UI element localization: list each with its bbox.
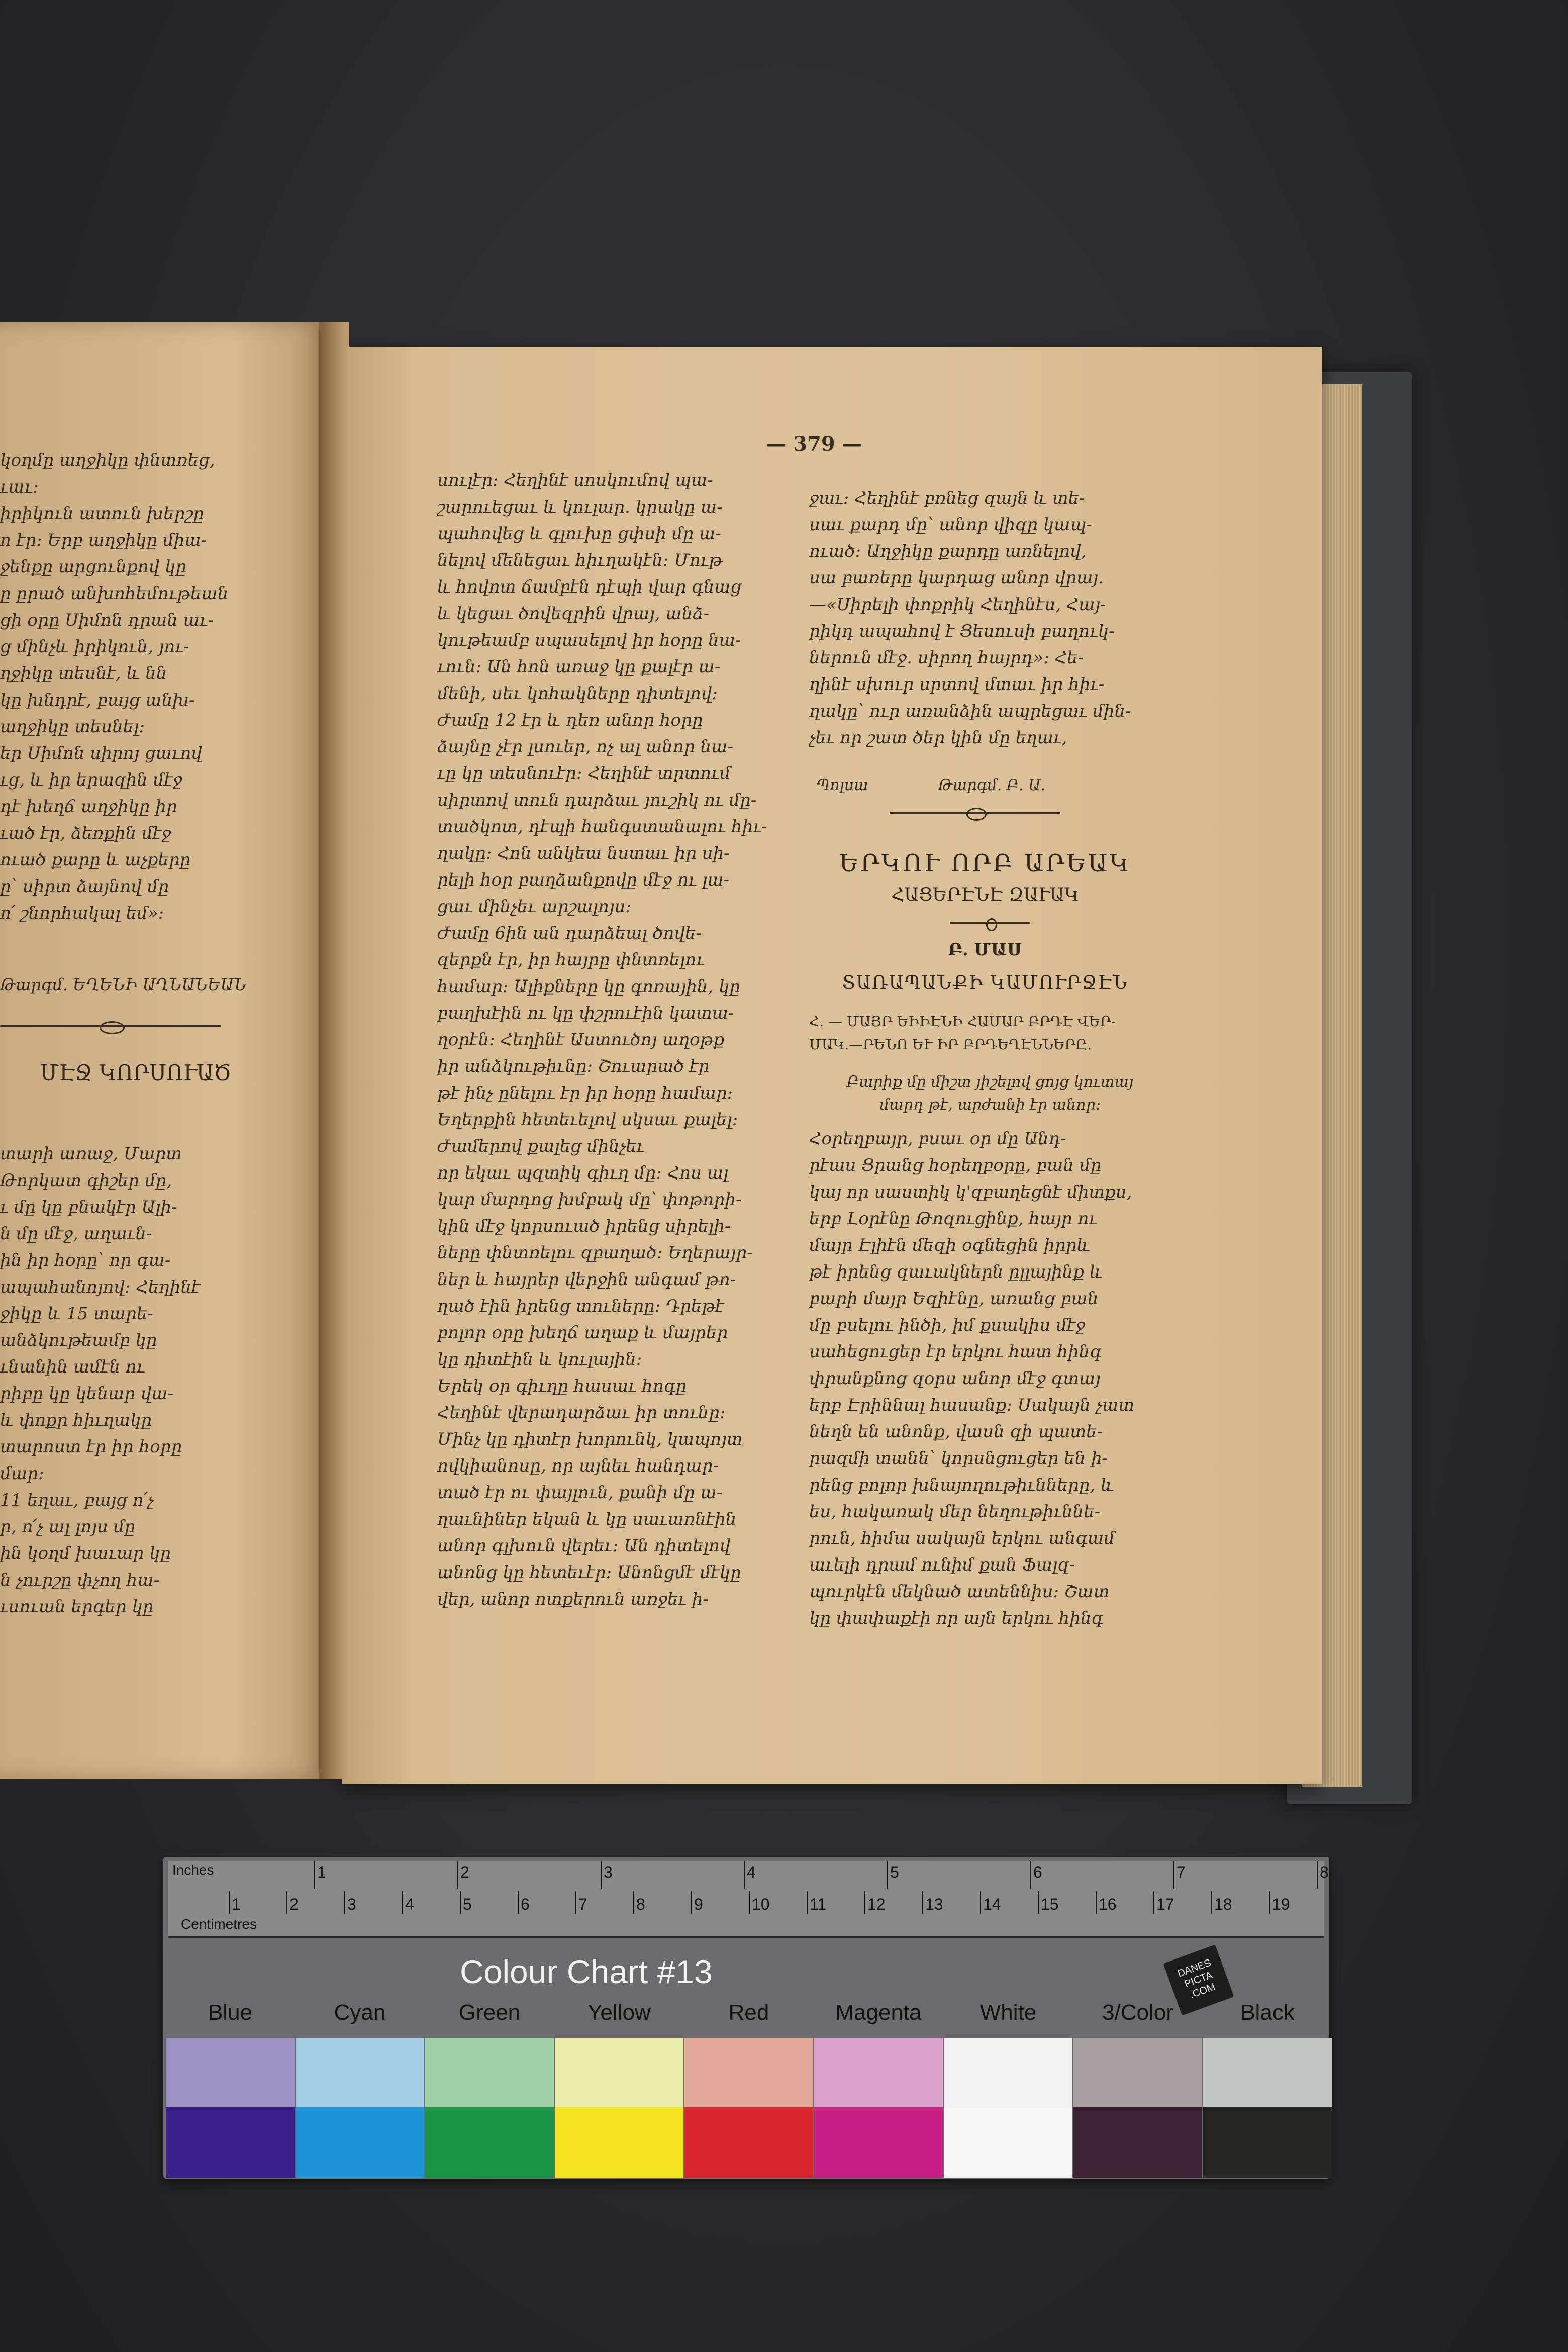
text-line: նելով մենեցաւ հիւղակէն։ Մութ — [437, 550, 723, 570]
text-line: սահեցուցեր էր երկու հատ հինգ — [809, 1342, 1102, 1362]
swatch-label: Red — [728, 2000, 769, 2025]
text-line: անոնց կը հետեւէր։ Անոնցմէ մէկը — [437, 1562, 741, 1583]
cm-tick — [749, 1891, 750, 1914]
cm-tick — [1038, 1891, 1039, 1914]
chapter-subtitle-line: ՄԱԿ.—ՐԵՆՈ ԵՒ ԻՐ ԲՐԴԵՂԷՆՆԵՐԸ. — [809, 1036, 1092, 1053]
text-line: ին իր հօրը՝ որ գա- — [0, 1250, 171, 1270]
swatch-dark — [555, 2107, 683, 2178]
swatch-dark — [814, 2107, 943, 2178]
chapter-heading: ՏԱՌԱՊԱՆՔԻ ԿԱՄՈՒՐՋԷՆ — [842, 972, 1128, 993]
text-line: Մինչ կը դիտէր խորունկ, կապոյտ — [437, 1429, 743, 1449]
text-line: չեւ որ շատ ծեր կին մը եղաւ, — [809, 728, 1067, 748]
text-line: ւ մը կը բնակէր Ալի- — [0, 1197, 177, 1217]
text-line: ն չուրշը փչող հա- — [0, 1570, 160, 1590]
inch-label: 5 — [890, 1863, 899, 1881]
text-line: ւաւ։ — [0, 477, 39, 497]
cm-tick — [807, 1891, 808, 1914]
text-line: ո էր։ Երբ աղջիկը միա- — [0, 530, 207, 550]
left-text-block-1 — [0, 447, 322, 927]
text-line: ւած էր, ձեռքին մէջ — [0, 823, 171, 843]
text-line: Ժամը 12 էր և դեռ անոր հօրը — [437, 710, 703, 730]
text-line: ց մինչև իրիկուն, յու- — [0, 637, 189, 657]
text-line: զերքն էր, իր հայրը փնտռելու — [437, 950, 705, 970]
cm-tick — [1211, 1891, 1212, 1914]
text-line: ւը կը տեսնուէր։ Հեղինէ տրտում — [437, 763, 731, 783]
text-line: ցաւ մինչեւ արշալոյս։ — [437, 897, 631, 917]
text-line: մար։ — [0, 1463, 44, 1484]
swatch-dark — [944, 2107, 1072, 2178]
danes-picta-logo: DANES PICTA .COM — [1163, 1945, 1234, 2016]
text-line: և կեցաւ ծովեզրին վրայ, անձ- — [437, 604, 710, 624]
cm-tick — [229, 1891, 230, 1914]
epigraph-line: մարդ թէ, արժանի էր անոր։ — [879, 1096, 1101, 1114]
middle-column — [437, 467, 804, 1613]
text-line: Ժամերով քալեց մինչեւ — [437, 1136, 645, 1156]
right-ornament — [890, 812, 1060, 814]
text-line: ւց, և իր երազին մէջ — [0, 770, 183, 790]
text-line: ո՛ շնորհակալ եմ»։ — [0, 903, 164, 923]
cm-tick — [286, 1891, 287, 1914]
text-line: Երեկ օր գիւղը հասաւ հոգը — [437, 1376, 687, 1396]
swatch-label: Yellow — [587, 2000, 651, 2025]
cm-label: 12 — [867, 1895, 886, 1913]
text-line: Եղերքին հետեւելով սկսաւ քալել։ — [437, 1110, 738, 1130]
text-line: և հովոտ ճամբէն դէպի վար գնաց — [437, 577, 742, 597]
cm-label: 11 — [810, 1895, 827, 1913]
inch-label: 1 — [317, 1863, 326, 1881]
text-line: տարոստ էր իր հօրը — [0, 1437, 182, 1457]
cm-label: 3 — [347, 1895, 356, 1913]
text-line: ւնանին ամէն ու — [0, 1357, 145, 1377]
text-line: կը խնդրէ, բայց անխ- — [0, 690, 195, 710]
swatch-dark — [166, 2107, 295, 2178]
text-line: կը դիտէին և կուլային։ — [437, 1349, 642, 1369]
text-line: րելի հօր բաղձանքովը մէջ ու լա- — [437, 870, 730, 890]
cm-label: 5 — [463, 1895, 472, 1913]
text-line: ւսուան երգեր կը — [0, 1597, 154, 1617]
text-line: կը փափաքէի որ այն երկու հինգ — [809, 1608, 1104, 1628]
text-line: բաղխէին ու կը փշրուէին կատա- — [437, 1003, 734, 1023]
text-line: կին մէջ կորսուած իրենց սիրելի- — [437, 1216, 731, 1236]
swatch-label: Green — [458, 2000, 521, 2025]
cm-label: 14 — [983, 1895, 1001, 1913]
swatch-dark — [425, 2107, 554, 2178]
text-line: տածկոտ, դէպի հանգստանալու հիւ- — [437, 817, 767, 837]
cm-label: 6 — [521, 1895, 530, 1913]
story-title: ԵՐԿՈՒ ՈՐԲ ԱՐԵԱԿ — [839, 849, 1131, 877]
middle-text-block — [437, 467, 804, 1613]
book-gutter — [319, 322, 349, 1779]
text-line: պահովեց և գլուխը ցփսի մը ա- — [437, 524, 721, 544]
cm-tick — [1096, 1891, 1097, 1914]
cm-label: 1 — [232, 1895, 241, 1913]
swatch-label: 3/Color — [1102, 2000, 1173, 2025]
swatch-label: Cyan — [334, 2000, 386, 2025]
cm-tick — [633, 1891, 634, 1914]
text-line: կութեամբ սպասելով իր հօրը նա- — [437, 630, 741, 650]
cm-label: 9 — [694, 1895, 703, 1913]
text-line: կայ որ սաստիկ կ'զբաղեցնէ միտքս, — [809, 1182, 1132, 1202]
cm-label: 17 — [1156, 1895, 1174, 1913]
inch-label: 2 — [460, 1863, 469, 1881]
text-line: նեղն են անոնք, վասն զի պատե- — [809, 1422, 1103, 1442]
cm-label: 7 — [578, 1895, 587, 1913]
text-line: երբ Էրիննալ հասանք։ Սակայն չատ — [809, 1395, 1134, 1415]
text-line: ջենքը արցունքով կը — [0, 557, 187, 577]
inch-label: 4 — [747, 1863, 756, 1881]
epigraph — [834, 1070, 1146, 1117]
text-line: ղջիկը տեսնէ, և նն — [0, 663, 167, 683]
text-line: րենց բոլոր խնայողութիւնները, և — [809, 1475, 1114, 1495]
text-line: ղինէ սխուր սրտով մտաւ իր հիւ- — [809, 674, 1105, 695]
text-line: րէաս Ցրանց հօրեղբօրը, բան մը — [809, 1155, 1102, 1175]
left-section-heading: ՄԷՋ ԿՈՐՍՈՒԱԾ — [40, 1060, 232, 1085]
text-line: թէ իրենց զաւակներն ըլլայինք և — [809, 1262, 1103, 1282]
text-line: ուած։ Աղջիկը քարդը առնելով, — [809, 541, 1087, 561]
swatch-dark — [1073, 2107, 1202, 2178]
cm-tick — [922, 1891, 923, 1914]
text-line: ովկիանոսը, որ այնեւ հանդար- — [437, 1456, 719, 1476]
inch-tick — [457, 1861, 458, 1889]
text-line: ղած էին իրենց տուները։ Դրեթէ — [437, 1296, 724, 1316]
inch-tick — [887, 1861, 888, 1889]
cm-label: 19 — [1272, 1895, 1290, 1913]
text-line: տարի առաջ, Մարտ — [0, 1144, 182, 1164]
colour-chart — [163, 1857, 1329, 2179]
text-line: կօղմը աղջիկը փնտռեց, — [0, 450, 215, 470]
text-line: ն մը մէջ, աղաւն- — [0, 1224, 152, 1244]
text-line: րուն, հիմա սակայն երկու անգամ — [809, 1528, 1115, 1548]
text-line: մենի, սեւ կոհակները դիտելով։ — [437, 683, 718, 704]
inch-tick — [601, 1861, 602, 1889]
inch-label: 8 — [1320, 1863, 1329, 1881]
text-line: համար։ Ալիքները կը գոռային, կը — [437, 976, 741, 997]
left-column-2 — [0, 1141, 261, 1620]
inch-tick — [1030, 1861, 1031, 1889]
text-line: ր, ո՛չ ալ լոյս մը — [0, 1517, 136, 1537]
right-text-block-1 — [809, 485, 1161, 751]
title-ornament — [950, 922, 1030, 924]
cm-label: 16 — [1099, 1895, 1117, 1913]
text-line: իր անձկութիւնը։ Շուարած էր — [437, 1056, 710, 1076]
cm-label: 13 — [925, 1895, 943, 1913]
swatch-label: Blue — [208, 2000, 253, 2025]
text-line: րիկդ ապահով է Ցեսուսի բաղուկ- — [809, 621, 1115, 641]
text-line: բարի մայր Եզիէնը, առանց բան — [809, 1289, 1099, 1309]
text-line: ուած քարը և աչքերը — [0, 850, 191, 870]
text-line: սուլէր։ Հեղինէ սոսկումով պա- — [437, 470, 713, 491]
signature-name: Թարգմ. Բ. Ա. — [938, 776, 1046, 794]
swatch-label: Black — [1240, 2000, 1295, 2025]
text-line: անձկութեամբ կը — [0, 1330, 157, 1350]
cm-tick — [518, 1891, 519, 1914]
page-number: — 379 — — [766, 432, 862, 456]
cm-tick — [402, 1891, 403, 1914]
left-signature: Թարգմ. ԵՂԵՆԻ ԱՂՆԱՆԵԱՆ — [0, 975, 247, 994]
right-column — [809, 485, 1161, 751]
text-line: եր Սիմոն սիրոյ ցաւով — [0, 743, 202, 763]
story-subtitle: ՀԱՑԵՐԷՆԷ ԶԱՒԱԿ — [891, 885, 1079, 905]
text-line: տած էր ու փայլուն, քանի մը ա- — [437, 1483, 723, 1503]
text-line: Ժամը 6ին ան դարձեալ ծովե- — [437, 923, 702, 943]
text-line: ին կօղմ խաւար կը — [0, 1543, 171, 1563]
cm-label: 10 — [752, 1895, 770, 1913]
text-line: Հեղինէ վերադարձաւ իր տունը։ — [437, 1403, 726, 1423]
cm-tick — [460, 1891, 461, 1914]
cm-tick — [1153, 1891, 1154, 1914]
text-line: ներ և հայրեր վերջին անգամ թո- — [437, 1269, 736, 1290]
text-line: որ եկաւ պզտիկ գիւղ մը։ Հոս ալ — [437, 1163, 729, 1183]
text-line: դէ խեղճ աղջիկը իր — [0, 797, 177, 817]
cm-label: 18 — [1214, 1895, 1232, 1913]
cm-tick — [691, 1891, 692, 1914]
text-line: մայր Էլիէն մեզի օգնեցին իրրև — [809, 1235, 1091, 1255]
text-line: ները փնտռելու զբաղած։ Եղերայր- — [437, 1243, 753, 1263]
text-line: րազմի տանն՝ կորսնցուցեր են ի- — [809, 1448, 1108, 1468]
text-line: 11 եղաւ, բայց ո՛չ — [0, 1490, 154, 1510]
text-line: շարուեցաւ և կուլար. կրակը ա- — [437, 497, 723, 517]
text-line: ջիկը և 15 տարե- — [0, 1304, 153, 1324]
text-line: թէ ինչ ընելու էր իր հօրը համար։ — [437, 1083, 733, 1103]
chapter-subtitle-line: Հ. — ՄԱՅՐ ԵԻԻԷՆԻ ՀԱՄԱՐ ԲՐԴԷ ՎԵՐ- — [809, 1013, 1116, 1030]
left-ornament — [0, 1025, 221, 1027]
right-text-block-2 — [809, 1126, 1161, 1632]
left-text-block-2 — [0, 1141, 261, 1620]
text-line: ձայնը չէր լսուեր, ոչ ալ անոր նա- — [437, 737, 734, 757]
text-line: պուրկէն մեկնած ատեննիս։ Շատ — [809, 1582, 1110, 1602]
epigraph-lines — [834, 1070, 1146, 1117]
cm-tick — [344, 1891, 345, 1914]
ruler-inches-label: Inches — [172, 1862, 214, 1878]
text-line: անոր գլխուն վերեւ։ Ան դիտելով — [437, 1536, 731, 1556]
cm-label: 15 — [1041, 1895, 1059, 1913]
text-line: սաւ քարդ մը՝ անոր վիզը կապ- — [809, 515, 1092, 535]
text-line: ը ըրած անխոհեմութեան — [0, 583, 229, 604]
text-line: մը բսելու ինծի, իմ քսակիս մէջ — [809, 1315, 1086, 1335]
cm-label: 8 — [636, 1895, 645, 1913]
text-line: —«Սիրելի փոքրիկ Հեղինէս, Հայ- — [809, 595, 1106, 615]
inch-tick — [1317, 1861, 1318, 1889]
ruler — [168, 1861, 1329, 1938]
text-line: ղակը՝ ուր առանձին ապրեցաւ մին- — [809, 701, 1131, 721]
text-line: ղաւնիներ եկան և կը սաւառնէին — [437, 1509, 737, 1529]
text-line: Թորկատ գիշեր մը, — [0, 1170, 172, 1191]
ruler-cm-label: Centimetres — [181, 1916, 257, 1932]
text-line: ջաւ։ Հեղինէ բռնեց զայն և տե- — [809, 488, 1085, 508]
swatch-dark — [1203, 2107, 1332, 2178]
text-line: ը՝ սիրտ ձայնով մը — [0, 876, 169, 897]
cm-label: 4 — [405, 1895, 414, 1913]
inch-tick — [1173, 1861, 1174, 1889]
left-column — [0, 447, 322, 927]
text-line: կար մարդոց խմբակ մը՝ փոթորի- — [437, 1190, 742, 1210]
swatch-dark — [296, 2107, 424, 2178]
inch-label: 7 — [1177, 1863, 1186, 1881]
swatch-dark — [684, 2107, 813, 2178]
right-signature — [817, 776, 1158, 794]
text-line: ցի օրը Սիմոն դրան աւ- — [0, 610, 214, 630]
text-line: ղօրէն։ Հեղինէ Աստուծոյ աղօթք — [437, 1030, 725, 1050]
text-line: ւուն։ Ան հոն առաջ կը քալէր ա- — [437, 657, 721, 677]
cm-tick — [864, 1891, 865, 1914]
text-line: և փոքր հիւղակը — [0, 1410, 152, 1430]
cm-label: 2 — [289, 1895, 299, 1913]
text-line: ես, հակառակ մեր նեղութիւննե- — [809, 1502, 1101, 1522]
text-line: ղակը։ Հոն անկեա նստաւ իր սի- — [437, 843, 730, 863]
text-line: երբ Լօրէնը Թոզուցինք, հայր ու — [809, 1209, 1097, 1229]
chapter-subtitle-lines — [809, 1010, 1161, 1056]
inch-tick — [314, 1861, 315, 1889]
signature-city: Պոլսա — [817, 776, 868, 794]
text-line: վեր, անոր ոտքերուն առջեւ ի- — [437, 1589, 709, 1609]
text-line: փրանքնոց զօրս անոր մէջ գտայ — [809, 1368, 1101, 1389]
text-line: ապահանոյով։ Հեղինէ — [0, 1277, 201, 1297]
inch-label: 3 — [604, 1863, 613, 1881]
inch-label: 6 — [1033, 1863, 1042, 1881]
text-line: րիբը կը կենար վա- — [0, 1384, 174, 1404]
text-line: սիրտով տուն դարձաւ յուշիկ ու մը- — [437, 790, 757, 810]
inch-tick — [744, 1861, 745, 1889]
text-line: բոլոր օրը խեղճ աղաք և մայրեր — [437, 1323, 728, 1343]
text-line: աւելի դրամ ունիմ քան Ֆալզ- — [809, 1555, 1075, 1575]
text-line: ներուն մէջ. սիրող հայրդ»։ Հե- — [809, 648, 1084, 668]
swatch-label: Magenta — [835, 2000, 922, 2025]
epigraph-line: Բարիք մը միշտ յիշելով ցոյց կուտայ — [846, 1073, 1134, 1091]
text-line: աղջիկը տեսնել։ — [0, 717, 145, 737]
swatch-label: White — [979, 2000, 1037, 2025]
cm-tick — [1269, 1891, 1270, 1914]
text-line: Հօրեղբայր, բսաւ օր մը Անդ- — [809, 1129, 1066, 1149]
colour-chart-title: Colour Chart #13 — [460, 1953, 713, 1990]
chapter-subtitle — [809, 1010, 1161, 1056]
text-line: սա բառերը կարդաց անոր վրայ. — [809, 568, 1104, 588]
cm-tick — [575, 1891, 576, 1914]
cm-tick — [980, 1891, 981, 1914]
right-column-2 — [809, 1126, 1161, 1632]
text-line: իրիկուն ատուն խերշը — [0, 504, 204, 524]
part-heading: Բ. ՄԱՍ — [948, 940, 1022, 960]
